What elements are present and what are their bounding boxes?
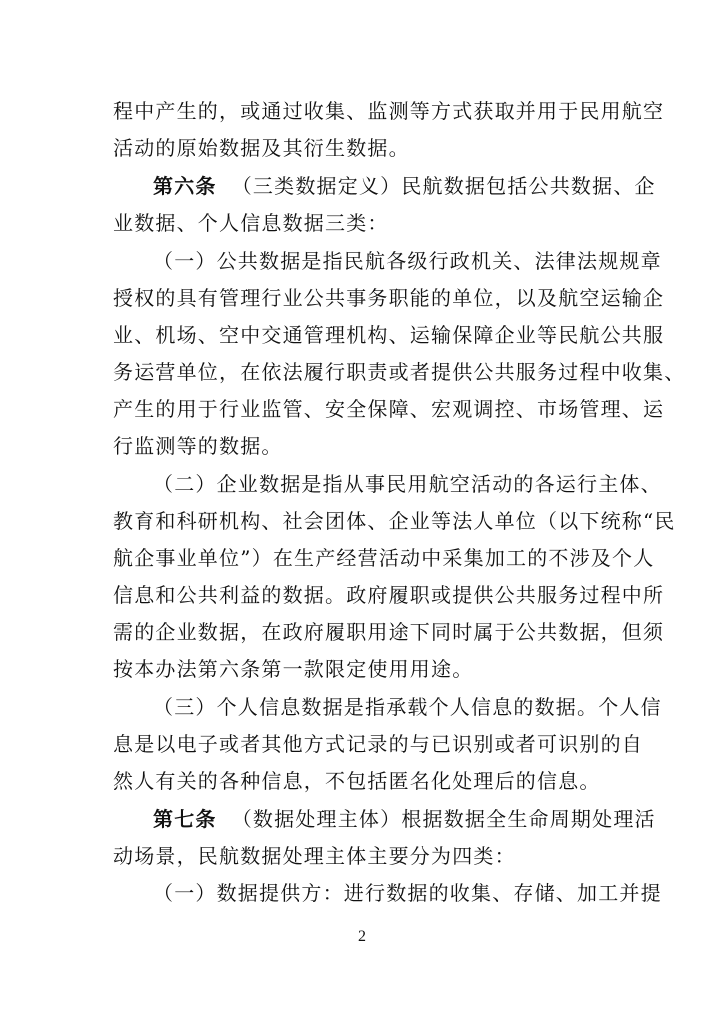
text-line: 航企事业单位”）在生产经营活动中采集加工的不涉及个人 — [113, 546, 655, 570]
article-7-label: 第七条 — [153, 807, 217, 831]
text-line: 程中产生的，或通过收集、监测等方式获取并用于民用航空 — [113, 99, 665, 123]
text-line: 需的企业数据，在政府履职用途下同时属于公共数据，但须 — [113, 620, 665, 644]
text-line: 然人有关的各种信息，不包括匿名化处理后的信息。 — [113, 769, 601, 793]
text-line: 产生的用于行业监管、安全保障、宏观调控、市场管理、运 — [113, 397, 665, 421]
article-7-heading — [153, 804, 656, 834]
text-line: 授权的具有管理行业公共事务职能的单位，以及航空运输企 — [113, 286, 665, 310]
text-line: 信息和公共利益的数据。政府履职或提供公共服务过程中所 — [113, 583, 665, 607]
page-number: 2 — [358, 928, 366, 945]
article-7-title-text: （数据处理主体）根据数据全生命周期处理活 — [231, 807, 656, 831]
text-line: 业、机场、空中交通管理机构、运输保障企业等民航公共服 — [113, 323, 665, 347]
text-line: （一）数据提供方：进行数据的收集、存储、加工并提 — [153, 881, 662, 905]
text-line: （三）个人信息数据是指承载个人信息的数据。个人信 — [153, 695, 662, 719]
text-line: 业数据、个人信息数据三类： — [113, 211, 389, 235]
text-line: 按本办法第六条第一款限定使用用途。 — [113, 657, 474, 681]
text-line: 动场景，民航数据处理主体主要分为四类： — [113, 844, 516, 868]
text-line: （二）企业数据是指从事民用航空活动的各运行主体、 — [153, 472, 662, 496]
article-6-heading — [153, 171, 656, 201]
text-line: 教育和科研机构、社会团体、企业等法人单位（以下统称“民 — [113, 509, 676, 533]
text-line: （一）公共数据是指民航各级行政机关、法律法规规章 — [153, 249, 662, 273]
text-line: 息是以电子或者其他方式记录的与已识别或者可识别的自 — [113, 732, 643, 756]
text-line: 活动的原始数据及其衍生数据。 — [113, 136, 410, 160]
text-line: 务运营单位，在依法履行职责或者提供公共服务过程中收集、 — [113, 360, 686, 384]
article-6-label: 第六条 — [153, 174, 217, 198]
article-6-title-text: （三类数据定义）民航数据包括公共数据、企 — [231, 174, 656, 198]
text-line: 行监测等的数据。 — [113, 434, 283, 458]
